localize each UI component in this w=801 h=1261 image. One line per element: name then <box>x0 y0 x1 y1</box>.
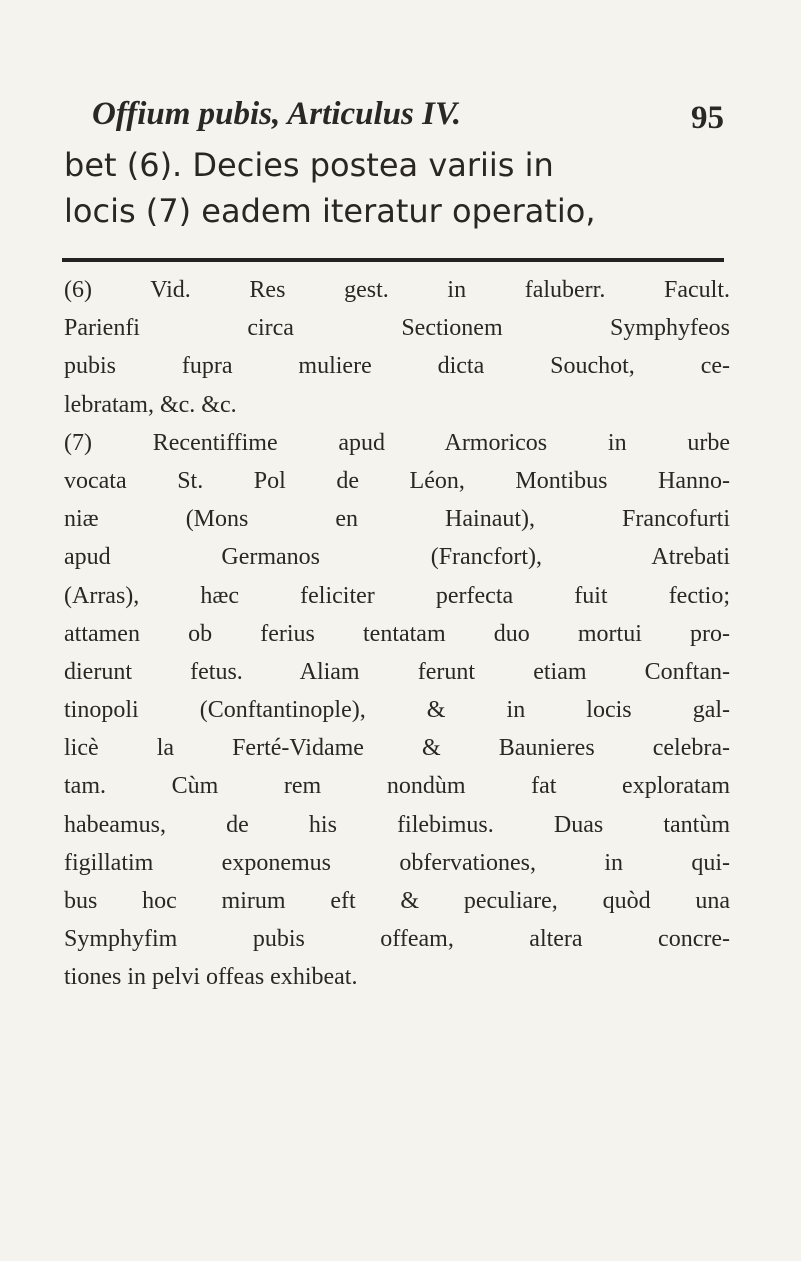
footnote-line: licè la Ferté-Vidame & Baunieres celebra- <box>64 735 730 762</box>
running-head-title: Offium pubis, Articulus IV. <box>92 96 461 132</box>
footnote-line: (7) Recentiffime apud Armoricos in urbe <box>64 429 730 456</box>
footnote-line: vocata St. Pol de Léon, Montibus Hanno- <box>64 467 730 494</box>
footnote-line: tiones in pelvi offeas exhibeat. <box>64 964 358 991</box>
footnote-line: figillatim exponemus obfervationes, in qui- <box>64 849 730 876</box>
footnote-line: habeamus, de his filebimus. Duas tantùm <box>64 811 730 838</box>
main-text <box>64 142 724 234</box>
footnote-line: pubis fupra muliere dicta Souchot, ce- <box>64 353 730 380</box>
footnote-line: tam. Cùm rem nondùm fat exploratam <box>64 773 730 800</box>
footnote-line: Parienfi circa Sectionem Symphyfeos <box>64 315 730 342</box>
footnote-line: lebratam, &c. &c. <box>64 391 237 418</box>
footnote-line: apud Germanos (Francfort), Atrebati <box>64 544 730 571</box>
footnote-line: attamen ob ferius tentatam duo mortui pro- <box>64 620 730 647</box>
running-head <box>92 96 724 142</box>
footnote-line: bus hoc mirum eft & peculiare, quòd una <box>64 888 730 914</box>
footnote-line: niæ (Mons en Hainaut), Francofurti <box>64 506 730 533</box>
page-number: 95 <box>691 100 724 136</box>
main-text-line: bet (6). Decies postea variis in <box>64 146 554 184</box>
footnote-line: Symphyfim pubis offeam, altera concre- <box>64 926 730 953</box>
footnotes <box>64 271 730 997</box>
footnote-separator-rule <box>62 258 724 262</box>
footnote-line: (6) Vid. Res gest. in faluberr. Facult. <box>64 277 730 303</box>
footnote-line: tinopoli (Conftantinople), & in locis gal- <box>64 697 730 724</box>
footnote-7 <box>64 424 730 997</box>
footnote-line: (Arras), hæc feliciter perfecta fuit fectio; <box>64 582 730 609</box>
main-text-line: locis (7) eadem iteratur operatio, <box>64 192 596 230</box>
footnote-6 <box>64 271 730 424</box>
footnote-line: dierunt fetus. Aliam ferunt etiam Conftan- <box>64 658 730 685</box>
